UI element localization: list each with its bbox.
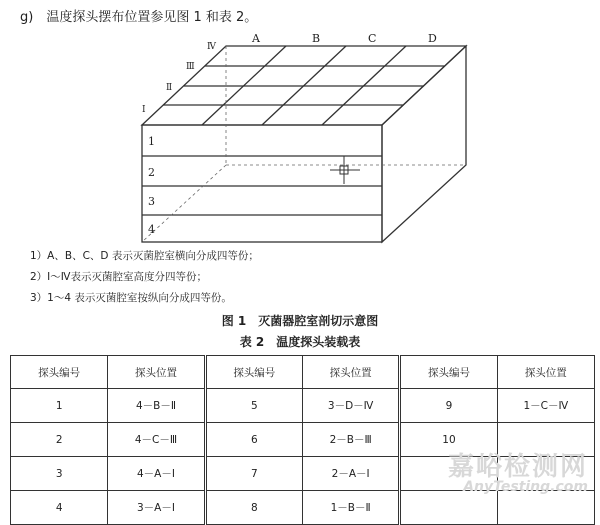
- depth-label-3: 3: [148, 195, 155, 208]
- height-label-1: Ⅰ: [142, 105, 146, 115]
- table-cell: 1: [11, 389, 108, 423]
- col-label-a: A: [252, 32, 260, 45]
- table-cell: 3－D－Ⅳ: [302, 389, 399, 423]
- probe-marker: [330, 156, 360, 184]
- table-cell: 4－B－Ⅱ: [108, 389, 205, 423]
- table-cell: [497, 491, 594, 525]
- table-cell: 3: [11, 457, 108, 491]
- chamber-diagram: [0, 0, 600, 250]
- table-caption: 表 2 温度探头装载表: [239, 335, 361, 349]
- height-label-3: Ⅲ: [186, 62, 195, 72]
- probe-table: [10, 355, 595, 525]
- table-cell: 3－A－Ⅰ: [108, 491, 205, 525]
- table-cell: 10: [400, 423, 497, 457]
- intro-text: g) 温度探头摆布位置参见图 1 和表 2。: [20, 10, 258, 25]
- table-cell: 8: [205, 491, 302, 525]
- note-2: 2）Ⅰ～Ⅳ表示灭菌腔室高度分四等份；: [30, 271, 207, 283]
- table-cell: 4: [11, 491, 108, 525]
- depth-label-1: 1: [148, 135, 155, 148]
- table-cell: 4－A－Ⅰ: [108, 457, 205, 491]
- note-3: 3）1～4 表示灭菌腔室按纵向分成四等份。: [30, 292, 232, 304]
- header-cell: 探头位置: [497, 356, 594, 389]
- table-cell: 6: [205, 423, 302, 457]
- depth-label-4: 4: [148, 223, 155, 236]
- table-row: [11, 389, 595, 423]
- table-cell: 2－B－Ⅲ: [302, 423, 399, 457]
- table-cell: 4－C－Ⅲ: [108, 423, 205, 457]
- header-cell: 探头位置: [108, 356, 205, 389]
- watermark-line-1: 嘉峪检测网: [447, 452, 588, 482]
- table-cell: 2: [11, 423, 108, 457]
- table-cell: 7: [205, 457, 302, 491]
- table-cell: 2－A－Ⅰ: [302, 457, 399, 491]
- header-cell: 探头编号: [400, 356, 497, 389]
- watermark-line-2: AnyTesting.com: [463, 479, 588, 495]
- note-1: 1）A、B、C、D 表示灭菌腔室横向分成四等份；: [30, 250, 259, 262]
- col-label-c: C: [368, 32, 377, 45]
- watermark: [448, 446, 588, 495]
- col-label-d: D: [428, 32, 437, 45]
- table-cell: 5: [205, 389, 302, 423]
- table-cell: 9: [400, 389, 497, 423]
- table-cell: 1－B－Ⅱ: [302, 491, 399, 525]
- table-cell: 1－C－Ⅳ: [497, 389, 594, 423]
- height-label-4: Ⅳ: [207, 42, 216, 52]
- figure-caption: 图 1 灭菌器腔室剖切示意图: [221, 314, 379, 328]
- header-cell: 探头编号: [11, 356, 108, 389]
- table-header-row: [11, 356, 595, 389]
- header-cell: 探头编号: [205, 356, 302, 389]
- front-face: [142, 125, 382, 242]
- right-face: [382, 46, 466, 242]
- height-label-2: Ⅱ: [166, 83, 173, 93]
- header-cell: 探头位置: [302, 356, 399, 389]
- table-cell: [400, 491, 497, 525]
- table-row: [11, 491, 595, 525]
- col-label-b: B: [312, 32, 321, 45]
- depth-label-2: 2: [148, 166, 155, 179]
